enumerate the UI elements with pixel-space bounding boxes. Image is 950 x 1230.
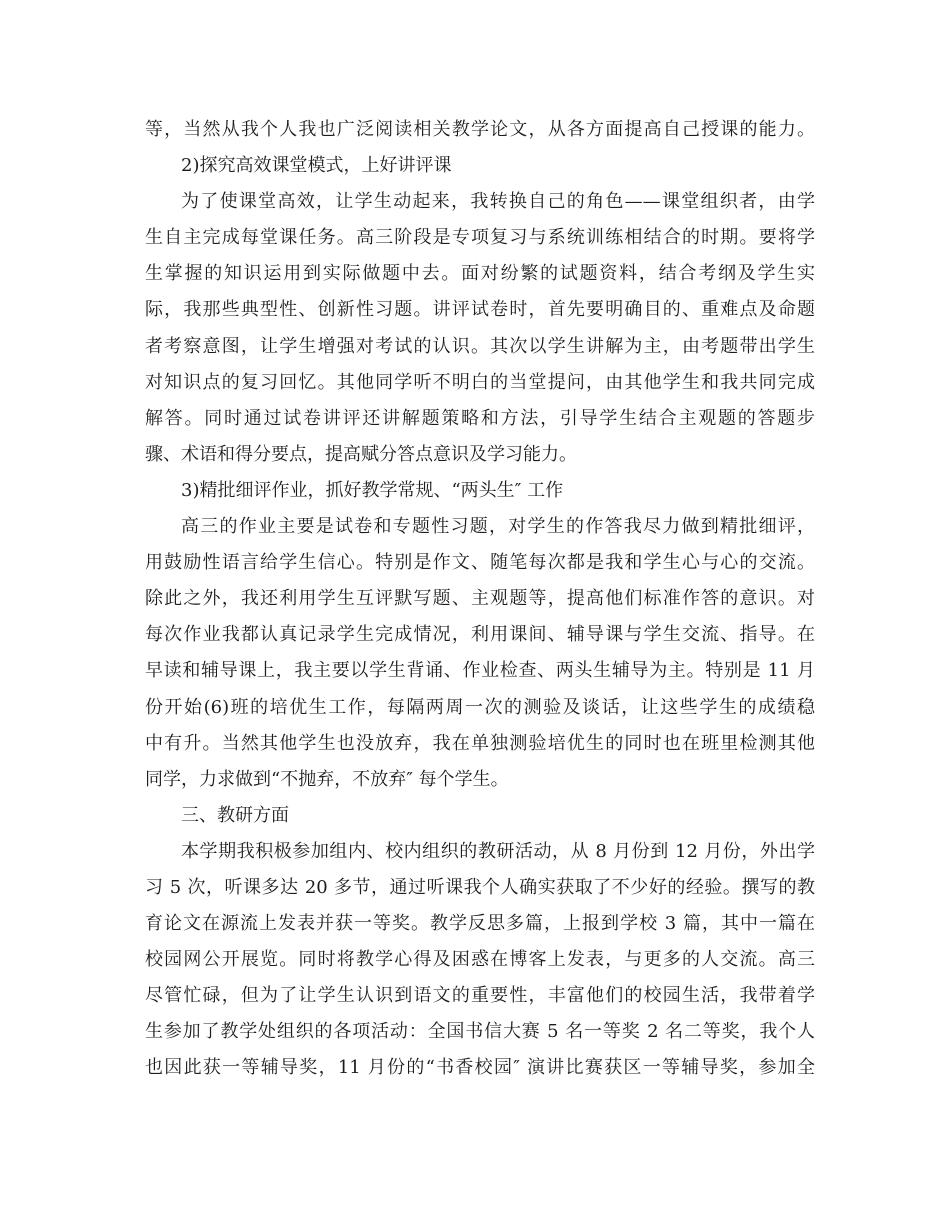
- text-line: 校园网公开展览。同时将教学心得及困惑在博客上发表，与更多的人交流。高三: [145, 949, 815, 971]
- text-line: 份开始(6)班的培优生工作，每隔两周一次的测验及谈话，让这些学生的成绩稳: [145, 696, 815, 718]
- text-line: 用鼓励性语言给学生信心。特别是作文、随笔每次都是我和学生心与心的交流。: [145, 552, 815, 574]
- text-line: 高三的作业主要是试卷和专题性习题，对学生的作答我尽力做到精批细评，: [181, 516, 815, 538]
- text-line: 每次作业我都认真记录学生完成情况，利用课间、辅导课与学生交流、指导。在: [145, 624, 815, 646]
- text-line: 三、教研方面: [181, 804, 289, 826]
- text-line: 为了使课堂高效，让学生动起来，我转换自己的角色——课堂组织者，由学: [181, 191, 815, 213]
- text-line: 本学期我积极参加组内、校内组织的教研活动，从 8 月份到 12 月份，外出学: [181, 840, 815, 862]
- text-line: 生自主完成每堂课任务。高三阶段是专项复习与系统训练相结合的时期。要将学: [145, 227, 815, 249]
- text-line: 早读和辅导课上，我主要以学生背诵、作业检查、两头生辅导为主。特别是 11 月: [145, 660, 815, 682]
- text-line: 者考察意图，让学生增强对考试的认识。其次以学生讲解为主，由考题带出学生: [145, 335, 815, 357]
- text-line: 骤、术语和得分要点，提高赋分答点意识及学习能力。: [145, 443, 577, 465]
- text-line: 3)精批细评作业，抓好教学常规、“两头生″ 工作: [181, 479, 564, 501]
- text-line: 也因此获一等辅导奖，11 月份的“书香校园″ 演讲比赛获区一等辅导奖，参加全: [145, 1057, 815, 1079]
- text-line: 际，我那些典型性、创新性习题。讲评试卷时，首先要明确目的、重难点及命题: [145, 299, 815, 321]
- text-line: 尽管忙碌，但为了让学生认识到语文的重要性，丰富他们的校园生活，我带着学: [145, 985, 815, 1007]
- text-line: 同学，力求做到“不抛弃，不放弃″ 每个学生。: [145, 768, 509, 790]
- text-line: 生参加了教学处组织的各项活动：全国书信大赛 5 名一等奖 2 名二等奖，我个人: [145, 1021, 815, 1043]
- text-line: 2)探究高效课堂模式，上好讲评课: [181, 155, 452, 177]
- text-line: 育论文在源流上发表并获一等奖。教学反思多篇，上报到学校 3 篇，其中一篇在: [145, 913, 815, 935]
- text-line: 除此之外，我还利用学生互评默写题、主观题等，提高他们标准作答的意识。对: [145, 588, 815, 610]
- text-line: 对知识点的复习回忆。其他同学听不明白的当堂提问，由其他学生和我共同完成: [145, 371, 815, 393]
- text-line: 等，当然从我个人我也广泛阅读相关教学论文，从各方面提高自己授课的能力。: [145, 119, 815, 140]
- text-line: 生掌握的知识运用到实际做题中去。面对纷繁的试题资料，结合考纲及学生实: [145, 263, 815, 285]
- text-line: 习 5 次，听课多达 20 多节，通过听课我个人确实获取了不少好的经验。撰写的教: [145, 876, 815, 898]
- document-body: [145, 112, 815, 1087]
- text-line: 解答。同时通过试卷讲评还讲解题策略和方法，引导学生结合主观题的答题步: [145, 407, 815, 429]
- text-line: 中有升。当然其他学生也没放弃，我在单独测验培优生的同时也在班里检测其他: [145, 732, 815, 754]
